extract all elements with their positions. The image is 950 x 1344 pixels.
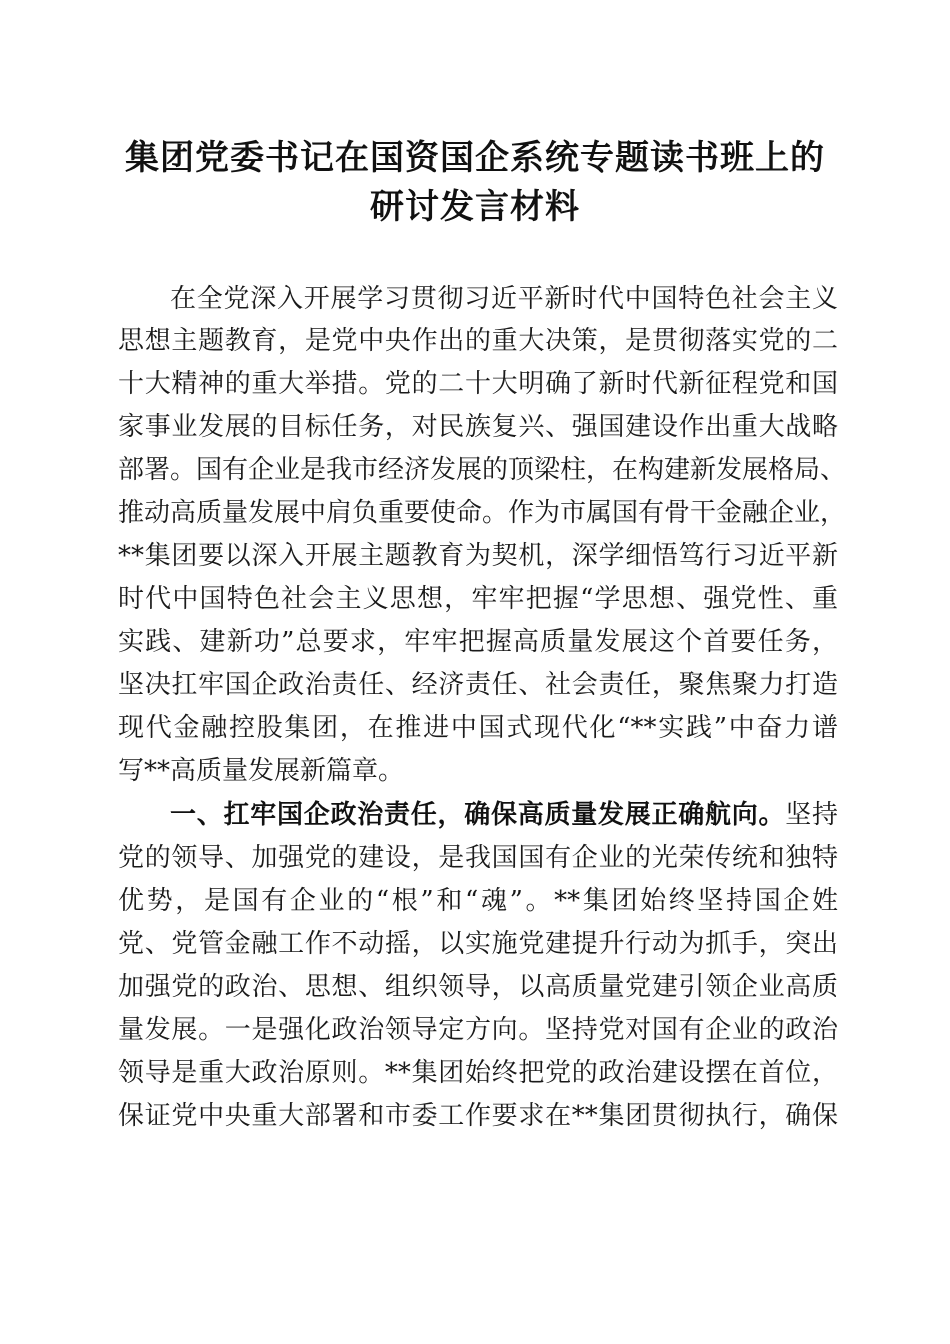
paragraph-1-line: 时代中国特色社会主义思想，牢牢把握“学思想、强党性、重 <box>118 584 838 614</box>
paragraph-1-line: 坚决扛牢国企政治责任、经济责任、社会责任，聚焦聚力打造 <box>118 670 838 700</box>
document-title-line-2: 研讨发言材料 <box>370 187 580 227</box>
paragraph-1-line: 家事业发展的目标任务，对民族复兴、强国建设作出重大战略 <box>118 412 838 442</box>
paragraph-1-line: 十大精神的重大举措。党的二十大明确了新时代新征程党和国 <box>118 369 838 399</box>
paragraph-1-line: 推动高质量发展中肩负重要使命。作为市属国有骨干金融企业， <box>118 498 847 528</box>
paragraph-2-line: 党的领导、加强党的建设，是我国国有企业的光荣传统和独特 <box>118 843 838 873</box>
paragraph-2-line: 优势，是国有企业的“根”和“魂”。**集团始终坚持国企姓 <box>118 886 838 916</box>
paragraph-1-line: 现代金融控股集团，在推进中国式现代化“**实践”中奋力谱 <box>118 713 838 743</box>
paragraph-2-first-line-rest: 坚持 <box>785 800 838 830</box>
paragraph-1-line: 思想主题教育，是党中央作出的重大决策，是贯彻落实党的二 <box>118 326 838 356</box>
paragraph-1-line: **集团要以深入开展主题教育为契机，深学细悟笃行习近平新 <box>118 541 838 571</box>
paragraph-2-line: 量发展。一是强化政治领导定方向。坚持党对国有企业的政治 <box>118 1015 838 1045</box>
paragraph-2-first-line <box>170 795 838 835</box>
paragraph-1-line: 部署。国有企业是我市经济发展的顶梁柱，在构建新发展格局、 <box>118 455 847 485</box>
paragraph-1-line: 在全党深入开展学习贯彻习近平新时代中国特色社会主义 <box>170 284 838 314</box>
paragraph-1-line: 实践、建新功”总要求，牢牢把握高质量发展这个首要任务， <box>118 627 838 657</box>
paragraph-2-line: 加强党的政治、思想、组织领导，以高质量党建引领企业高质 <box>118 972 838 1002</box>
document-title-line-1: 集团党委书记在国资国企系统专题读书班上的 <box>125 138 825 178</box>
paragraph-2-line: 保证党中央重大部署和市委工作要求在**集团贯彻执行，确保 <box>118 1101 838 1131</box>
section-heading: 一、扛牢国企政治责任，确保高质量发展正确航向。 <box>170 800 786 830</box>
paragraph-2-line: 党、党管金融工作不动摇，以实施党建提升行动为抓手，突出 <box>118 929 838 959</box>
paragraph-1-line: 写**高质量发展新篇章。 <box>118 756 405 786</box>
paragraph-2-line: 领导是重大政治原则。**集团始终把党的政治建设摆在首位， <box>118 1058 838 1088</box>
